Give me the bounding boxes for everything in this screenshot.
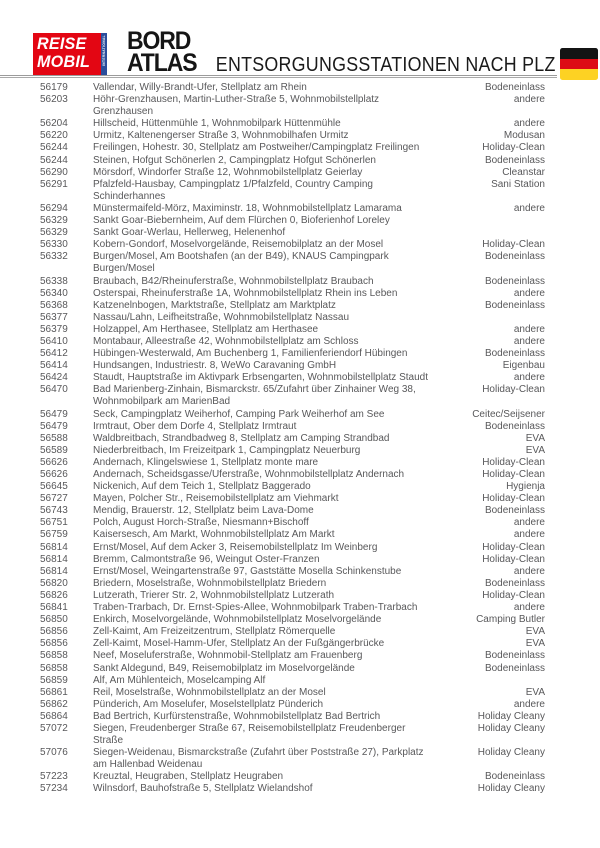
row-plz: 56379 (40, 323, 68, 335)
table-row (40, 590, 545, 602)
reisemobil-international-strip (101, 33, 107, 75)
row-type: EVA (525, 638, 545, 650)
row-location: Holzappel, Am Herthasee, Stellplatz am Herthasee (93, 323, 319, 335)
row-type: Holiday Cleany (477, 710, 545, 722)
row-type: andere (513, 94, 545, 106)
table-row (40, 771, 545, 783)
row-location: Osterspai, Rheinuferstraße 1A, Wohnmobilstellplatz Rhein ins Leben (93, 287, 398, 299)
table-row (40, 493, 545, 505)
row-location: Kreuztal, Heugraben, Stellplatz Heugraben (93, 771, 284, 783)
table-row (40, 481, 545, 493)
table-row (40, 179, 545, 203)
row-type: Bodeneinlass (484, 299, 545, 311)
row-location: Andernach, Klingelswiese 1, Stellplatz monte mare (93, 456, 319, 468)
row-location: Mörsdorf, Windorfer Straße 12, Wohnmobilstellplatz Geierlay (93, 166, 363, 178)
row-plz: 56329 (40, 227, 68, 239)
row-type: Holiday-Clean (482, 589, 545, 601)
reisemobil-logo-line1: REISE (37, 35, 87, 53)
row-location: Traben-Trarbach, Dr. Ernst-Spies-Allee, Wohnmobilpark Traben-Trarbach (93, 602, 418, 614)
table-row (40, 529, 545, 541)
row-type: Holiday-Clean (482, 553, 545, 565)
row-type: Bodeneinlass (484, 650, 545, 662)
row-location: Nassau/Lahn, Leifheitstraße, Wohnmobilstellplatz Nassau (93, 311, 350, 323)
table-row (40, 82, 545, 94)
row-plz: 57072 (40, 722, 68, 734)
row-type: andere (513, 372, 545, 384)
table-row (40, 251, 545, 275)
row-plz: 56645 (40, 481, 68, 493)
row-plz: 56377 (40, 311, 68, 323)
row-plz: 56294 (40, 202, 68, 214)
row-type: andere (513, 529, 545, 541)
row-location: Hübingen-Westerwald, Am Buchenberg 1, Familienferiendorf Hübingen (93, 348, 408, 360)
row-plz: 56814 (40, 565, 68, 577)
row-location: Reil, Moselstraße, Wohnmobilstellplatz an der Mosel (93, 686, 326, 698)
table-row (40, 336, 545, 348)
row-plz: 56479 (40, 420, 68, 432)
row-type: Holiday-Clean (482, 239, 545, 251)
row-type: Bodeneinlass (484, 662, 545, 674)
row-type: Cleanstar (502, 166, 545, 178)
row-location: Andernach, Scheidsgasse/Uferstraße, Wohnmobilstellplatz Andernach (93, 469, 405, 480)
row-type: Holiday-Clean (482, 541, 545, 553)
row-plz: 56856 (40, 638, 68, 650)
row-plz: 57234 (40, 783, 68, 795)
row-plz: 56751 (40, 517, 68, 529)
row-plz: 56862 (40, 698, 68, 710)
row-location: Wilnsdorf, Bauhofstraße 5, Stellplatz Wielandshof (93, 783, 313, 795)
row-type: Holiday-Clean (482, 456, 545, 468)
table-row (40, 384, 545, 408)
table-row (40, 602, 545, 614)
bordatlas-logo-line1: BORD (127, 27, 191, 55)
row-plz: 56858 (40, 662, 68, 674)
row-plz: 56330 (40, 239, 68, 251)
row-plz: 56329 (40, 215, 68, 227)
row-location: Nickenich, Auf dem Teich 1, Stellplatz Baggerado (93, 481, 311, 493)
row-location: Enkirch, Moselvorgelände, Wohnmobilstellplatz Moselvorgelände (93, 614, 382, 626)
row-plz: 56864 (40, 710, 68, 722)
row-location: Staudt, Hauptstraße im Aktivpark Erbsengarten, Wohnmobilstellplatz Staudt (93, 372, 428, 384)
table-row (40, 360, 545, 372)
row-type: Bodeneinlass (484, 505, 545, 517)
table-row (40, 142, 545, 154)
row-plz: 56220 (40, 130, 68, 142)
row-type: EVA (525, 686, 545, 698)
table-row (40, 723, 545, 747)
row-plz: 56856 (40, 626, 68, 638)
row-plz: 56727 (40, 493, 68, 505)
row-location: Vallendar, Willy-Brandt-Ufer, Stellplatz am Rhein (93, 82, 307, 93)
table-row (40, 215, 545, 227)
table-row (40, 118, 545, 130)
row-plz: 56414 (40, 360, 68, 372)
table-row (40, 663, 545, 675)
row-location: Seck, Campingplatz Weiherhof, Camping Park Weiherhof am See (93, 408, 385, 420)
table-row (40, 711, 545, 723)
table-row (40, 421, 545, 433)
row-plz: 56589 (40, 444, 68, 456)
row-plz: 56743 (40, 505, 68, 517)
row-plz: 56332 (40, 251, 68, 263)
row-location: Braubach, B42/Rheinuferstraße, Wohnmobilstellplatz Braubach (93, 275, 374, 287)
row-location: Niederbreitbach, Im Freizeitpark 1, Campingplatz Neuerburg (93, 444, 361, 456)
row-type: Holiday-Clean (482, 493, 545, 505)
row-plz: 56203 (40, 94, 68, 106)
row-type: Camping Butler (476, 614, 545, 626)
row-type: andere (513, 202, 545, 214)
table-row (40, 227, 545, 239)
row-location: Zell-Kaimt, Am Freizeitzentrum, Stellplatz Römerquelle (93, 626, 336, 638)
row-location: Hillscheid, Hüttenmühle 1, Wohnmobilpark Hüttenmühle (93, 118, 341, 130)
table-row (40, 324, 545, 336)
row-location: Neef, Moseluferstraße, Wohnmobil-Stellplatz am Frauenberg (93, 650, 363, 662)
row-type: Holiday Cleany (477, 747, 545, 759)
row-type: EVA (525, 444, 545, 456)
row-plz: 56204 (40, 118, 68, 130)
table-row (40, 445, 545, 457)
row-type: Holiday-Clean (482, 384, 545, 396)
row-location: Sankt Aldegund, B49, Reisemobilplatz im Moselvorgelände (93, 662, 355, 674)
row-plz: 56410 (40, 335, 68, 347)
row-location: Polch, August Horch-Straße, Niesmann+Bischoff (93, 517, 309, 529)
row-type: Holiday Cleany (477, 783, 545, 795)
row-plz: 56626 (40, 456, 68, 468)
row-location: Ernst/Mosel, Auf dem Acker 3, Reisemobilstellplatz Im Weinberg (93, 541, 378, 553)
row-location: Pünderich, Am Moselufer, Moselstellplatz Pünderich (93, 698, 324, 710)
table-row (40, 650, 545, 662)
table-row (40, 348, 545, 360)
row-plz: 56861 (40, 686, 68, 698)
table-row (40, 469, 545, 481)
row-location: Münstermaifeld-Mörz, Maximinstr. 18, Wohnmobilstellplatz Lamarama (93, 202, 402, 214)
row-type: andere (513, 698, 545, 710)
row-type: Eigenbau (502, 360, 545, 372)
row-location: Ernst/Mosel, Weingartenstraße 97, Gaststätte Mosella Schinkenstube (93, 565, 402, 577)
row-location: Hundsangen, Industriestr. 8, WeWo Caravaning GmbH (93, 360, 337, 372)
row-location: Bad Bertrich, Kurfürstenstraße, Wohnmobilstellplatz Bad Bertrich (93, 710, 381, 722)
table-row (40, 505, 545, 517)
table-row (40, 542, 545, 554)
row-location: Kaisersesch, Am Markt, Wohnmobilstellplatz Am Markt (93, 529, 335, 541)
table-row (40, 614, 545, 626)
row-plz: 56814 (40, 553, 68, 565)
row-plz: 56470 (40, 384, 68, 396)
row-location: Bad Marienberg-Zinhain, Bismarckstr. 65/Zufahrt über Zinhainer Weg 38, Wohnmobilpark am MarienBad (93, 384, 416, 408)
row-type: andere (513, 118, 545, 130)
row-plz: 56626 (40, 469, 68, 480)
row-location: Katzenelnbogen, Marktstraße, Stellplatz am Marktplatz (93, 299, 336, 311)
row-type: Bodeneinlass (484, 420, 545, 432)
page-title: ENTSORGUNGSSTATIONEN NACH PLZ (216, 53, 556, 76)
row-plz: 56858 (40, 650, 68, 662)
row-plz: 56290 (40, 166, 68, 178)
row-type: Bodeneinlass (484, 577, 545, 589)
flag-stripe (560, 59, 598, 70)
table-row (40, 300, 545, 312)
row-plz: 56850 (40, 614, 68, 626)
row-location: Urmitz, Kaltenengerser Straße 3, Wohnmobilhafen Urmitz (93, 130, 349, 142)
row-plz: 56479 (40, 408, 68, 420)
table-row (40, 239, 545, 251)
table-row (40, 554, 545, 566)
row-type: Holiday-Clean (482, 469, 545, 480)
table-row (40, 457, 545, 469)
row-plz: 57076 (40, 747, 68, 759)
header-divider (0, 75, 557, 78)
row-type: andere (513, 287, 545, 299)
row-type: Modusan (503, 130, 545, 142)
row-plz: 56412 (40, 348, 68, 360)
row-plz: 57223 (40, 771, 68, 783)
row-location: Lutzerath, Trierer Str. 2, Wohnmobilstellplatz Lutzerath (93, 589, 335, 601)
reisemobil-international-label: INTERNATIONAL (102, 35, 106, 66)
row-location: Bremm, Calmontstraße 96, Weingut Oster-Franzen (93, 553, 320, 565)
row-location: Alf, Am Mühlenteich, Moselcamping Alf (93, 674, 266, 686)
row-type: Sani Station (491, 178, 545, 190)
row-type: Holiday-Clean (482, 142, 545, 154)
table-row (40, 130, 545, 142)
table-row (40, 675, 545, 687)
stations-table-body (40, 82, 545, 796)
flag-stripe (560, 48, 598, 59)
table-row (40, 372, 545, 384)
row-location: Burgen/Mosel, Am Bootshafen (an der B49), KNAUS Campingpark Burgen/Mosel (93, 251, 389, 275)
table-row (40, 94, 545, 118)
table-row (40, 699, 545, 711)
table-row (40, 276, 545, 288)
row-location: Irmtraut, Ober dem Dorfe 4, Stellplatz Irmtraut (93, 420, 297, 432)
row-location: Sankt Goar-Werlau, Hellerweg, Helenenhof (93, 227, 286, 239)
table-row (40, 167, 545, 179)
row-location: Mendig, Brauerstr. 12, Stellplatz beim Lava-Dome (93, 505, 314, 517)
row-location: Zell-Kaimt, Mosel-Hamm-Ufer, Stellplatz An der Fußgängerbrücke (93, 638, 385, 650)
row-location: Siegen, Freudenberger Straße 67, Reisemobilstellplatz Freudenberger Straße (93, 722, 406, 747)
row-type: andere (513, 517, 545, 529)
table-row (40, 409, 545, 421)
row-plz: 56588 (40, 432, 68, 444)
row-type: EVA (525, 626, 545, 638)
row-plz: 56291 (40, 178, 68, 190)
row-location: Briedern, Moselstraße, Wohnmobilstellplatz Briedern (93, 577, 327, 589)
row-type: Bodeneinlass (484, 251, 545, 263)
bordatlas-logo-line2: ATLAS (127, 48, 197, 77)
table-row (40, 517, 545, 529)
row-plz: 56338 (40, 275, 68, 287)
row-type: andere (513, 602, 545, 614)
reisemobil-logo-line2: MOBIL (37, 52, 91, 71)
table-row (40, 203, 545, 215)
reisemobil-logo (33, 33, 107, 75)
row-type: andere (513, 565, 545, 577)
row-plz: 56826 (40, 589, 68, 601)
table-row (40, 638, 545, 650)
row-type: Bodeneinlass (484, 275, 545, 287)
row-location: Mayen, Polcher Str., Reisemobilstellplatz am Viehmarkt (93, 493, 339, 505)
table-row (40, 433, 545, 445)
row-plz: 56340 (40, 287, 68, 299)
row-type: Bodeneinlass (484, 348, 545, 360)
row-location: Kobern-Gondorf, Moselvorgelände, Reisemobilplatz an der Mosel (93, 239, 384, 251)
row-location: Pfalzfeld-Hausbay, Campingplatz 1/Pfalzfeld, Country Camping Schinderhannes (93, 178, 373, 202)
row-plz: 56424 (40, 372, 68, 384)
table-row (40, 747, 545, 771)
row-location: Siegen-Weidenau, Bismarckstraße (Zufahrt über Poststraße 27), Parkplatz am Hallenbad Weidenau (93, 747, 424, 771)
row-location: Steinen, Hofgut Schönerlen 2, Campingplatz Hofgut Schönerlen (93, 154, 376, 166)
row-type: Bodeneinlass (484, 771, 545, 783)
row-plz: 56244 (40, 154, 68, 166)
german-flag-icon (560, 48, 598, 80)
row-type: andere (513, 323, 545, 335)
row-type: andere (513, 335, 545, 347)
row-type: Hygienja (506, 481, 545, 493)
row-type: Ceitec/Seijsener (472, 408, 545, 420)
table-row (40, 687, 545, 699)
row-location: Freilingen, Hohestr. 30, Stellplatz am Postweiher/Campingplatz Freilingen (93, 142, 420, 154)
table-row (40, 626, 545, 638)
row-type: Holiday Cleany (477, 722, 545, 734)
row-plz: 56759 (40, 529, 68, 541)
row-location: Waldbreitbach, Strandbadweg 8, Stellplatz am Camping Strandbad (93, 432, 390, 444)
table-row (40, 566, 545, 578)
row-location: Sankt Goar-Biebernheim, Auf dem Flürchen 0, Bioferienhof Loreley (93, 215, 390, 227)
table-row (40, 155, 545, 167)
table-row (40, 578, 545, 590)
row-plz: 56244 (40, 142, 68, 154)
row-location: Höhr-Grenzhausen, Martin-Luther-Straße 5, Wohnmobilstellplatz Grenzhausen (93, 94, 380, 118)
row-plz: 56179 (40, 82, 68, 93)
row-plz: 56841 (40, 602, 68, 614)
table-row (40, 288, 545, 300)
flag-stripe (560, 69, 598, 80)
row-type: Bodeneinlass (484, 82, 545, 93)
table-row (40, 783, 545, 795)
row-plz: 56859 (40, 674, 68, 686)
row-plz: 56368 (40, 299, 68, 311)
row-plz: 56814 (40, 541, 68, 553)
row-type: Bodeneinlass (484, 154, 545, 166)
row-location: Montabaur, Alleestraße 42, Wohnmobilstellplatz am Schloss (93, 335, 359, 347)
row-type: EVA (525, 432, 545, 444)
bordatlas-logo (127, 27, 197, 77)
table-row (40, 312, 545, 324)
row-plz: 56820 (40, 577, 68, 589)
